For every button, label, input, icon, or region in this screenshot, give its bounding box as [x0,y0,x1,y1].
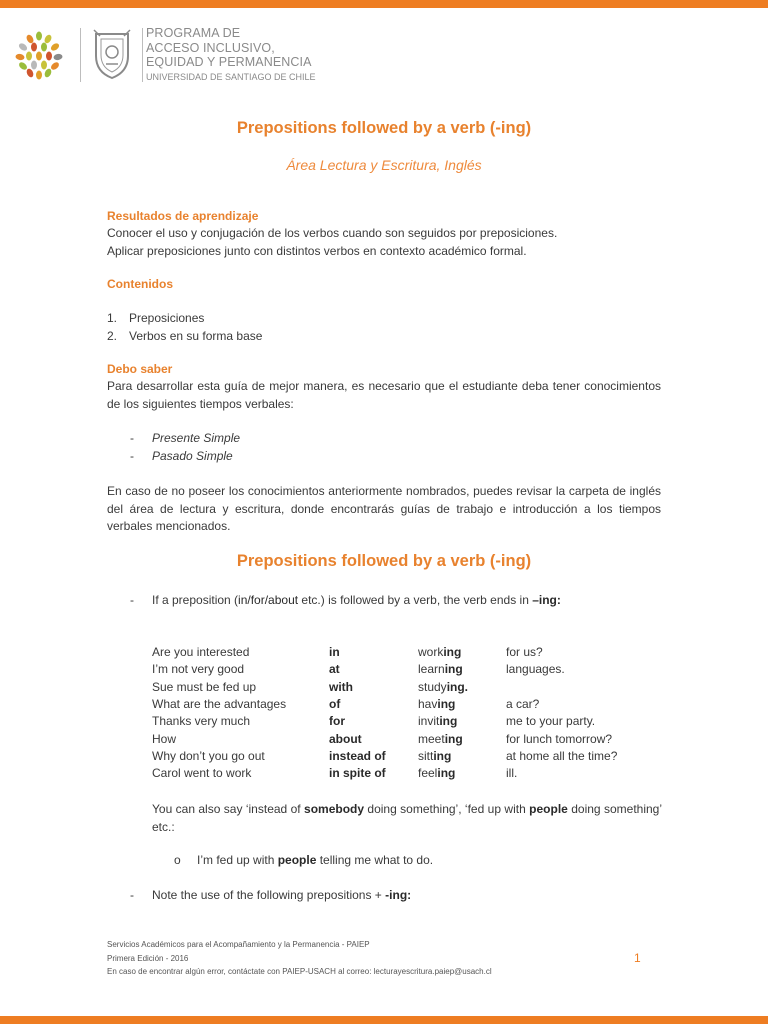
example-preposition: with [329,679,353,694]
heading-debo-saber: Debo saber [107,362,173,376]
debo-saber-paragraph: Para desarrollar esta guía de mejor manera, es necesario que el estudiante deba tener conocimientos de los siguientes tiempos verbales: [107,379,661,411]
example-verb [418,766,455,780]
example-preposition: about [329,731,362,746]
leaf-cluster-logo [14,30,64,80]
also-text-part: You can also say ‘instead of [152,802,305,816]
example-subject: Why don’t you go out [152,748,265,763]
header-divider-2 [142,28,143,82]
contenidos-item-text: Verbos en su forma base [129,329,263,343]
contenidos-item-text: Preposiciones [129,311,205,325]
example-verb-base: study [418,679,447,694]
example-rest: languages. [506,662,565,677]
example-rest: ill. [506,766,518,781]
university-name: UNIVERSIDAD DE SANTIAGO DE CHILE [146,71,316,82]
example-preposition: in spite of [329,766,386,781]
bottom-accent-bar [0,1016,768,1024]
example-rest: for lunch tomorrow? [506,731,613,746]
example-verb-suffix: ing. [446,679,469,694]
example-verb-base: learn [418,662,445,677]
example-rest: at home all the time? [506,748,618,763]
example-subject: Thanks very much [152,714,251,729]
sub-bullet: o [174,853,181,867]
example-subject: Sue must be fed up [152,679,257,694]
example-preposition: at [329,662,340,677]
example-verb [418,749,451,763]
example-verb-suffix: ing [444,662,463,677]
program-line-3: EQUIDAD Y PERMANENCIA [146,55,312,69]
document-subtitle: Área Lectura y Escritura, Inglés [286,157,482,173]
example-subject: I’m not very good [152,662,245,677]
example-row [0,645,768,662]
tense-item: Presente Simple [152,431,241,445]
tense-item: Pasado Simple [152,449,233,463]
example-rest: me to your party. [506,714,596,729]
example-row [0,732,768,749]
example-verb [418,662,463,676]
example-subject: How [152,731,177,746]
rule-text-part: etc.) is followed by a verb, the verb ends in [298,593,533,607]
note-rule-part: Note the use of the following prepositions + [152,888,386,902]
program-name [146,26,346,83]
tense-bullet: - [130,431,134,445]
university-crest [90,26,134,82]
example-subject: Are you interested [152,645,250,659]
footer-line-3: En caso de encontrar algún error, contáctate con PAIEP-USACH al correo: lecturayescritura.paiep@usach.cl [107,967,492,976]
top-accent-bar [0,0,768,8]
note-rule-ing: -ing: [385,888,412,902]
resultados-line-1: Conocer el uso y conjugación de los verbos cuando son seguidos por preposiciones. [107,226,558,240]
also-text-part: doing something’, ‘fed up with [364,802,530,816]
resultados-line-2: Aplicar preposiciones junto con distintos verbos en contexto académico formal. [107,243,527,258]
also-paragraph [152,801,662,836]
example-verb-suffix: ing [439,714,458,729]
example-verb [418,680,468,694]
example-subject: Carol went to work [152,766,252,781]
example-row [0,749,768,766]
note-rule-text [152,888,411,902]
example-rest: for us? [506,645,543,659]
rule-ing-suffix: –ing: [532,593,561,607]
example-verb-suffix: ing [437,766,456,781]
document-title: Prepositions followed by a verb (-ing) [236,119,532,137]
page-number: 1 [634,951,641,965]
example-preposition: in [329,645,340,659]
debo-saber-note: En caso de no poseer los conocimientos anteriormente nombrados, puedes revisar la carpeta de inglés del área de lectura y escritura, donde encontrarás guías de trabajo e introducción a los tiempos verbales mencionados. [107,484,661,533]
sub-example-text [197,853,433,867]
example-row [0,662,768,679]
example-verb-suffix: ing [433,748,452,763]
example-verb-base: sitt [418,748,434,763]
page-footer [107,938,492,979]
tense-bullet: - [130,449,134,463]
example-preposition: of [329,696,341,711]
example-verb-suffix: ing [443,645,462,659]
example-verb-suffix: ing [444,731,463,746]
heading-resultados: Resultados de aprendizaje [107,209,259,223]
contenidos-item-number: 1. [107,311,118,325]
sub-example-emphasis: people [277,853,317,867]
example-verb-base: feel [418,766,438,781]
section-title: Prepositions followed by a verb (-ing) [236,552,532,570]
rule-text [152,593,561,607]
also-emphasis: somebody [304,802,365,816]
rule-text-part: If a preposition ( [152,593,239,607]
example-rest: a car? [506,696,540,711]
example-verb-suffix: ing [437,696,456,711]
sub-example-part: I’m fed up with [197,853,278,867]
example-preposition: instead of [329,748,386,763]
example-verb [418,714,457,728]
rule-bullet: - [130,593,134,607]
program-line-2: ACCESO INCLUSIVO, [146,40,275,55]
header-divider [80,28,81,82]
example-row [0,680,768,697]
example-verb [418,732,463,746]
example-row [0,766,768,783]
heading-contenidos: Contenidos [107,277,173,291]
note-rule-bullet: - [130,888,134,902]
example-preposition: for [329,714,345,729]
example-verb-base: invit [418,714,440,729]
example-verb [418,645,461,659]
sub-example-part: telling me what to do. [316,853,434,867]
resultados-text [107,225,661,260]
also-text-part: doing something’ etc.: [152,802,663,834]
example-verb-base: meet [418,731,445,746]
example-verb-base: work [418,645,444,659]
program-line-1: PROGRAMA DE [146,26,241,40]
example-row [0,697,768,714]
rule-prepositions: in/for/about [238,593,299,607]
example-verb [418,697,455,711]
example-verb-base: hav [418,696,438,711]
also-emphasis: people [529,802,568,816]
example-row [0,714,768,731]
footer-line-1: Servicios Académicos para el Acompañamiento y la Permanencia - PAIEP [107,940,370,949]
example-subject: What are the advantages [152,696,287,711]
contenidos-item-number: 2. [107,329,118,343]
footer-line-2: Primera Edición - 2016 [107,953,189,963]
